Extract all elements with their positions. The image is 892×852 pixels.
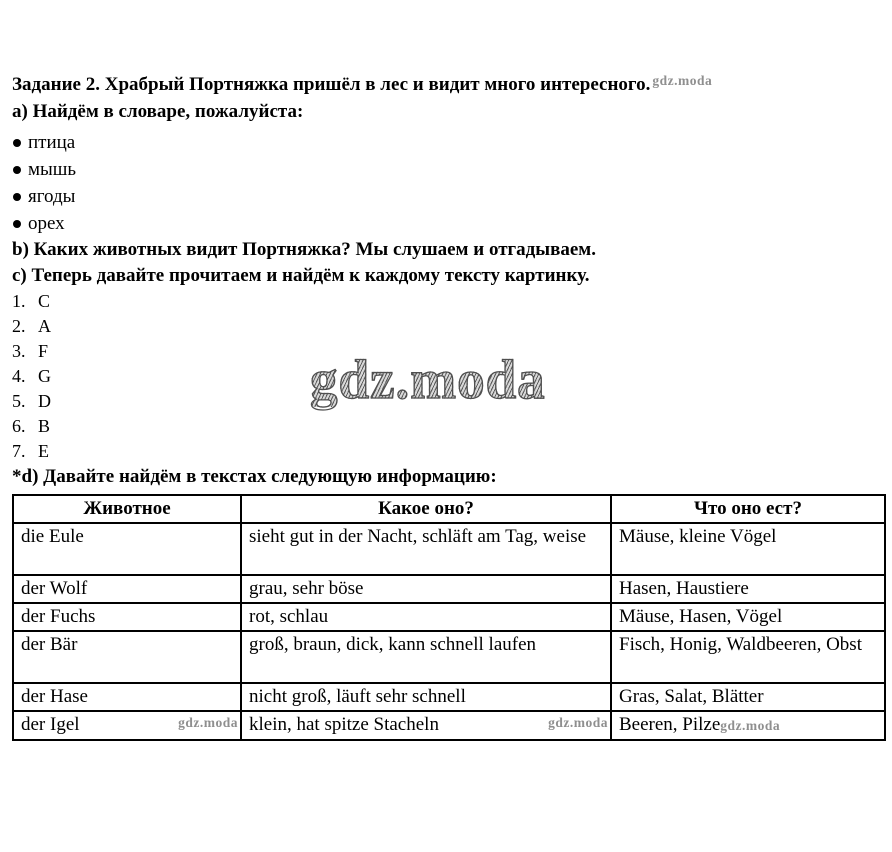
list-item (12, 129, 878, 156)
watermark-cell: gdz.moda (720, 718, 781, 733)
cell-animal: der Hase (13, 683, 241, 711)
answer-number: 1. (12, 291, 26, 311)
watermark-title: gdz.moda (652, 73, 713, 88)
answer-row (12, 314, 878, 339)
cell-food: Hasen, Haustiere (611, 575, 885, 603)
section-c-heading: c) Теперь давайте прочитаем и найдём к каждому тексту картинку. (12, 265, 590, 286)
answer-number: 5. (12, 391, 26, 411)
cell-description (241, 711, 611, 740)
table-row (13, 523, 885, 575)
bullet-icon (13, 220, 21, 228)
answer-letter: B (38, 416, 51, 436)
section-b-heading: b) Каких животных видит Портняжка? Мы слушаем и отгадываем. (12, 239, 596, 260)
list-item (12, 156, 878, 183)
watermark-cell: gdz.moda (178, 715, 238, 730)
cell-description-text: klein, hat spitze Stacheln (249, 714, 439, 735)
bullet-icon (13, 193, 21, 201)
bullet-icon (13, 139, 21, 147)
answer-number: 6. (12, 416, 26, 436)
list-item (12, 210, 878, 237)
column-header-description: Какое оно? (241, 495, 611, 523)
cell-animal: der Wolf (13, 575, 241, 603)
cell-animal: der Bär (13, 631, 241, 683)
task-title-text: Задание 2. Храбрый Портняжка пришёл в лес и видит много интересного. (12, 74, 651, 95)
answer-number: 2. (12, 316, 26, 336)
cell-description: sieht gut in der Nacht, schläft am Tag, weise (241, 523, 611, 575)
list-item-label: ягоды (28, 186, 76, 207)
section-a-heading: а) Найдём в словаре, пожалуйста: (12, 101, 304, 122)
cell-description: rot, schlau (241, 603, 611, 631)
cell-food: Mäuse, kleine Vögel (611, 523, 885, 575)
cell-food: Mäuse, Hasen, Vögel (611, 603, 885, 631)
list-item-label: мышь (28, 159, 77, 180)
cell-description: nicht groß, läuft sehr schnell (241, 683, 611, 711)
cell-animal-text: der Igel (21, 714, 80, 735)
answer-row (12, 439, 878, 464)
cell-animal (13, 711, 241, 740)
animals-table (12, 494, 886, 741)
answer-letter: D (38, 391, 51, 411)
list-item (12, 183, 878, 210)
table-row (13, 603, 885, 631)
table-row (13, 631, 885, 683)
answer-letter: C (38, 291, 51, 311)
list-item-label: птица (28, 132, 76, 153)
bullet-icon (13, 166, 21, 174)
watermark-large: gdz.moda (310, 349, 546, 410)
answer-letter: G (38, 366, 51, 386)
answer-row (12, 289, 878, 314)
answer-letter: E (38, 441, 49, 461)
column-header-animal: Животное (13, 495, 241, 523)
dictionary-list (12, 129, 878, 237)
section-d-heading: *d) Давайте найдём в текстах следующую информацию: (12, 466, 497, 487)
answer-number: 7. (12, 441, 26, 461)
cell-food: Fisch, Honig, Waldbeeren, Obst (611, 631, 885, 683)
table-row (13, 575, 885, 603)
cell-description: groß, braun, dick, kann schnell laufen (241, 631, 611, 683)
answer-number: 3. (12, 341, 26, 361)
table-header-row (13, 495, 885, 523)
cell-animal: die Eule (13, 523, 241, 575)
watermark-cell: gdz.moda (548, 715, 608, 730)
task-title (12, 72, 878, 99)
cell-food-text: Beeren, Pilze (619, 714, 721, 735)
table-row (13, 683, 885, 711)
answer-letter: F (38, 341, 49, 361)
list-item-label: орех (28, 213, 65, 234)
answer-letter: A (38, 316, 51, 336)
answer-number: 4. (12, 366, 26, 386)
cell-description: grau, sehr böse (241, 575, 611, 603)
cell-animal: der Fuchs (13, 603, 241, 631)
column-header-food: Что оно ест? (611, 495, 885, 523)
cell-food (611, 711, 885, 740)
answer-row (12, 414, 878, 439)
table-row (13, 711, 885, 740)
cell-food: Gras, Salat, Blätter (611, 683, 885, 711)
